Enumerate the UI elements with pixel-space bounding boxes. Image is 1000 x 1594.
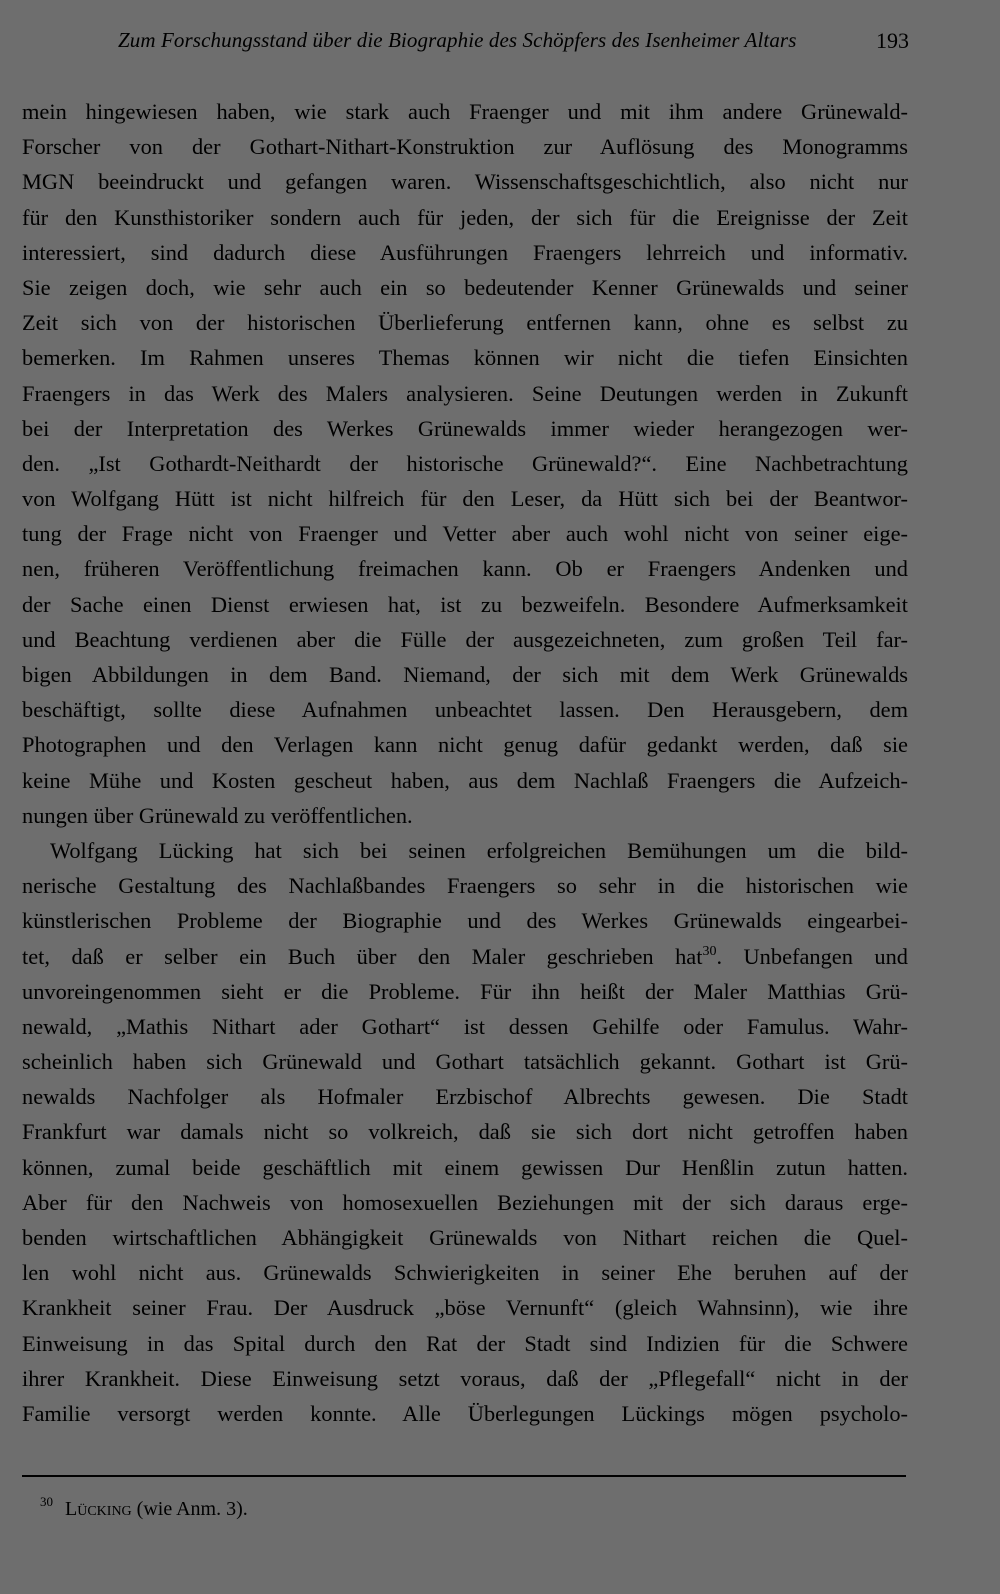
text-line-with-footnote-ref bbox=[22, 939, 908, 974]
body-text bbox=[22, 94, 908, 1431]
text-line: ihrer Krankheit. Diese Einweisung setzt voraus, daß der „Pflegefall“ nicht in der bbox=[22, 1365, 908, 1391]
footnote-author: Lücking bbox=[65, 1498, 132, 1520]
text-line: unvoreingenommen sieht er die Probleme. Für ihn heißt der Maler Matthias Grü- bbox=[22, 978, 908, 1004]
footnote-reference: 30 bbox=[702, 943, 717, 959]
text-line: künstlerischen Probleme der Biographie und des Werkes Grünewalds eingearbei- bbox=[22, 908, 908, 934]
text-line: benden wirtschaftlichen Abhängigkeit Grünewalds von Nithart reichen die Quel- bbox=[22, 1225, 908, 1250]
text-line: Familie versorgt werden konnte. Alle Überlegungen Lückings mögen psycholo- bbox=[22, 1400, 908, 1426]
text-line: tung der Frage nicht von Fraenger und Vetter aber auch wohl nicht von seiner eige- bbox=[22, 521, 908, 547]
text-line: newalds Nachfolger als Hofmaler Erzbischof Albrechts gewesen. Die Stadt bbox=[22, 1084, 908, 1110]
text-line: bigen Abbildungen in dem Band. Niemand, der sich mit dem Werk Grünewalds bbox=[22, 662, 908, 687]
text-line: scheinlich haben sich Grünewald und Gothart tatsächlich gekannt. Gothart ist Grü- bbox=[22, 1049, 908, 1075]
text-line: können, zumal beide geschäftlich mit einem gewissen Dur Henßlin zutun hatten. bbox=[22, 1154, 908, 1180]
page-number: 193 bbox=[876, 28, 909, 53]
text-line: Krankheit seiner Frau. Der Ausdruck „böse Vernunft“ (gleich Wahnsinn), wie ihre bbox=[22, 1295, 908, 1321]
footnote-divider bbox=[22, 1475, 906, 1477]
text-fragment: . Unbefangen und bbox=[716, 943, 908, 969]
text-line: Aber für den Nachweis von homosexuellen Beziehungen mit der sich daraus erge- bbox=[22, 1189, 908, 1215]
text-line: MGN beeindruckt und gefangen waren. Wissenschaftsgeschichtlich, also nicht nur bbox=[22, 169, 908, 195]
text-line: nen, früheren Veröffentlichung freimachen kann. Ob er Fraengers Andenken und bbox=[22, 556, 908, 582]
text-line: interessiert, sind dadurch diese Ausführungen Fraengers lehrreich und informativ. bbox=[22, 239, 908, 265]
footnote bbox=[40, 1494, 248, 1521]
text-line: Wolfgang Lücking hat sich bei seinen erfolgreichen Bemühungen um die bild- bbox=[50, 837, 908, 863]
text-line: Photographen und den Verlagen kann nicht genug dafür gedankt werden, daß sie bbox=[22, 732, 908, 758]
text-line: Zeit sich von der historischen Überlieferung entfernen kann, ohne es selbst zu bbox=[22, 310, 908, 336]
footnote-number: 30 bbox=[40, 1494, 53, 1509]
text-line: keine Mühe und Kosten gescheut haben, aus dem Nachlaß Fraengers die Aufzeich- bbox=[22, 767, 908, 793]
text-line: Fraengers in das Werk des Malers analysieren. Seine Deutungen werden in Zukunft bbox=[22, 380, 908, 406]
text-line: nungen über Grünewald zu veröffentlichen. bbox=[22, 802, 413, 828]
text-line: den. „Ist Gothardt-Neithardt der historische Grünewald?“. Eine Nachbetrachtung bbox=[22, 450, 908, 476]
text-line: Einweisung in das Spital durch den Rat der Stadt sind Indizien für die Schwere bbox=[22, 1330, 908, 1356]
text-line: Frankfurt war damals nicht so volkreich, daß sie sich dort nicht getroffen haben bbox=[22, 1119, 908, 1145]
text-line: nerische Gestaltung des Nachlaßbandes Fraengers so sehr in die historischen wie bbox=[22, 873, 908, 899]
text-line: für den Kunsthistoriker sondern auch für jeden, der sich für die Ereignisse der Zeit bbox=[22, 204, 908, 230]
footnote-text: (wie Anm. 3). bbox=[131, 1498, 248, 1520]
text-line: von Wolfgang Hütt ist nicht hilfreich für den Leser, da Hütt sich bei der Beantwor- bbox=[22, 486, 908, 512]
text-line: der Sache einen Dienst erwiesen hat, ist zu bezweifeln. Besondere Aufmerksamkeit bbox=[22, 591, 908, 617]
text-line: bei der Interpretation des Werkes Grünewalds immer wieder herangezogen wer- bbox=[22, 415, 908, 441]
text-fragment: tet, daß er selber ein Buch über den Maler geschrieben hat bbox=[22, 943, 703, 969]
running-title: Zum Forschungsstand über die Biographie des Schöpfers des Isenheimer Altars bbox=[118, 28, 797, 52]
text-line: Sie zeigen doch, wie sehr auch ein so bedeutender Kenner Grünewalds und seiner bbox=[22, 274, 908, 300]
text-line: newald, „Mathis Nithart ader Gothart“ ist dessen Gehilfe oder Famulus. Wahr- bbox=[22, 1013, 908, 1039]
text-line: bemerken. Im Rahmen unseres Themas können wir nicht die tiefen Einsichten bbox=[22, 345, 908, 371]
text-line: mein hingewiesen haben, wie stark auch Fraenger und mit ihm andere Grünewald- bbox=[22, 99, 908, 124]
text-line: und Beachtung verdienen aber die Fülle der ausgezeichneten, zum großen Teil far- bbox=[22, 626, 908, 652]
text-line: beschäftigt, sollte diese Aufnahmen unbeachtet lassen. Den Herausgebern, dem bbox=[22, 697, 908, 723]
text-line: len wohl nicht aus. Grünewalds Schwierigkeiten in seiner Ehe beruhen auf der bbox=[22, 1260, 908, 1286]
text-line: Forscher von der Gothart-Nithart-Konstruktion zur Auflösung des Monogramms bbox=[22, 134, 908, 160]
